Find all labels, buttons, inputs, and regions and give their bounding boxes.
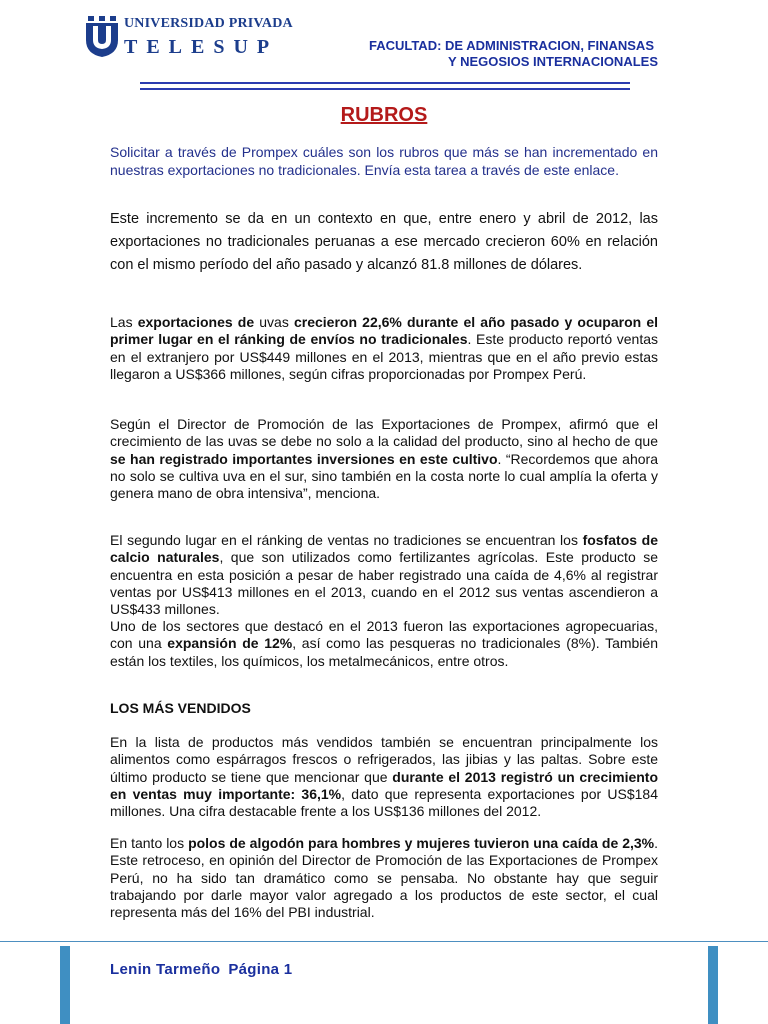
footer-bar-left bbox=[60, 946, 70, 1024]
header-divider-top bbox=[140, 82, 630, 84]
text-run: Uno de los sectores que destacó en el 2013 fueron las exportaciones agropecuarias, con una bbox=[110, 618, 658, 652]
header-divider-bottom bbox=[140, 88, 630, 90]
bold-run: se han registrado importantes inversiones en este cultivo bbox=[110, 450, 498, 467]
text-run: , así como las pesqueras no tradicionales (8%). También están los textiles, los químicos, los metalmecánicos, entre otros. bbox=[110, 635, 658, 669]
paragraph-director bbox=[110, 416, 658, 502]
text-run: En la lista de productos más vendidos también se encuentran principalmente los alimentos como espárragos frescos o refrigerados, las jibias y las paltas. Sobre este último producto se tiene que mencionar que bbox=[110, 734, 658, 785]
text-run: . Este producto reportó ventas en el extranjero por US$449 millones en el 2013, mientras que en el año previo estas llegaron a US$366 millones, según cifras proporcionadas por Prompex Perú. bbox=[110, 331, 658, 382]
text-run: . “Recordemos que ahora no solo se cultiva uva en el sur, sino también en la costa norte lo cual amplía la oferta y genera mano de obra intensiva”, menciona. bbox=[110, 450, 658, 502]
text-run: Según el Director de Promoción de las Exportaciones de Prompex, afirmó que el crecimiento de las uvas se debe no solo a la calidad del producto, sino al hecho de que bbox=[110, 416, 658, 450]
intro-paragraph: Solicitar a través de Prompex cuáles son los rubros que más se han incrementado en nuestras exportaciones no tradicionales. Envía esta tarea a través de este enlace. bbox=[110, 144, 658, 178]
bold-run: exportaciones de bbox=[137, 314, 255, 330]
logo-text-bottom: TELESUP bbox=[124, 36, 279, 58]
footer-author: Lenin Tarmeño bbox=[110, 961, 221, 978]
section-heading: LOS MÁS VENDIDOS bbox=[110, 700, 251, 716]
bold-run: polos de algodón para hombres y mujeres tuvieron una caída de 2,3% bbox=[188, 835, 655, 851]
text-run: , que son utilizados como fertilizantes agrícolas. Este producto se encuentra en esta posición a pesar de haber registrado una caída de 4,6% al registrar ventas por US$413 millones en el 2013, cuando en el 2012 sus ventas ascendieron a US$433 millones. bbox=[110, 549, 659, 618]
text-run: En tanto los bbox=[110, 835, 189, 851]
text-run: El segundo lugar en el ránking de ventas no tradiciones se encuentran los bbox=[110, 532, 583, 548]
bold-run: durante el 2013 registró un crecimiento en ventas muy importante: 36,1% bbox=[110, 768, 659, 802]
faculty-line-1: FACULTAD: DE ADMINISTRACION, FINANSAS bbox=[368, 38, 654, 53]
logo-text-top: UNIVERSIDAD PRIVADA bbox=[124, 16, 293, 31]
university-shield-logo-icon bbox=[84, 14, 120, 58]
footer bbox=[110, 961, 292, 978]
paragraph-context: Este incremento se da en un contexto en que, entre enero y abril de 2012, las exportaciones no tradicionales peruanas a ese mercado crecieron 60% en relación con el mismo período del año pasado y alcanzó 81.8 millones de dólares. bbox=[110, 211, 658, 273]
paragraph-fosfatos bbox=[110, 532, 658, 618]
bold-run: expansión de 12% bbox=[167, 635, 293, 652]
bold-run: crecieron 22,6% durante el año pasado y ocuparon el primer lugar en el ránking de envíos no tradicionales bbox=[110, 314, 658, 348]
page-title: RUBROS bbox=[340, 104, 428, 126]
footer-bar-right bbox=[708, 946, 718, 1024]
faculty-line-2: Y NEGOSIOS INTERNACIONALES bbox=[448, 54, 658, 69]
paragraph-uvas bbox=[110, 314, 658, 383]
text-run: , dato que representa exportaciones por US$184 millones. Una cifra destacable frente a los US$136 millones del 2012. bbox=[110, 785, 658, 820]
university-logo bbox=[84, 14, 293, 60]
paragraph-paltas bbox=[110, 734, 658, 820]
text-run: uvas bbox=[254, 314, 294, 330]
paragraph-polos bbox=[110, 835, 658, 921]
text-run: Las bbox=[110, 314, 138, 330]
footer-divider bbox=[0, 941, 768, 942]
faculty-heading bbox=[318, 38, 658, 70]
text-run: . Este retroceso, en opinión del Director de Promoción de las Exportaciones de Prompex Perú, no ha sido tan dramático como se pensaba. No obstante hay que seguir trabajando por darle mayor valor agregado a los productos de este sector, el cual representa más del 16% del PBI industrial. bbox=[110, 835, 659, 921]
bold-run: fosfatos de calcio naturales bbox=[110, 532, 658, 566]
footer-page-number: Página 1 bbox=[228, 961, 293, 978]
paragraph-sectores bbox=[110, 618, 658, 670]
